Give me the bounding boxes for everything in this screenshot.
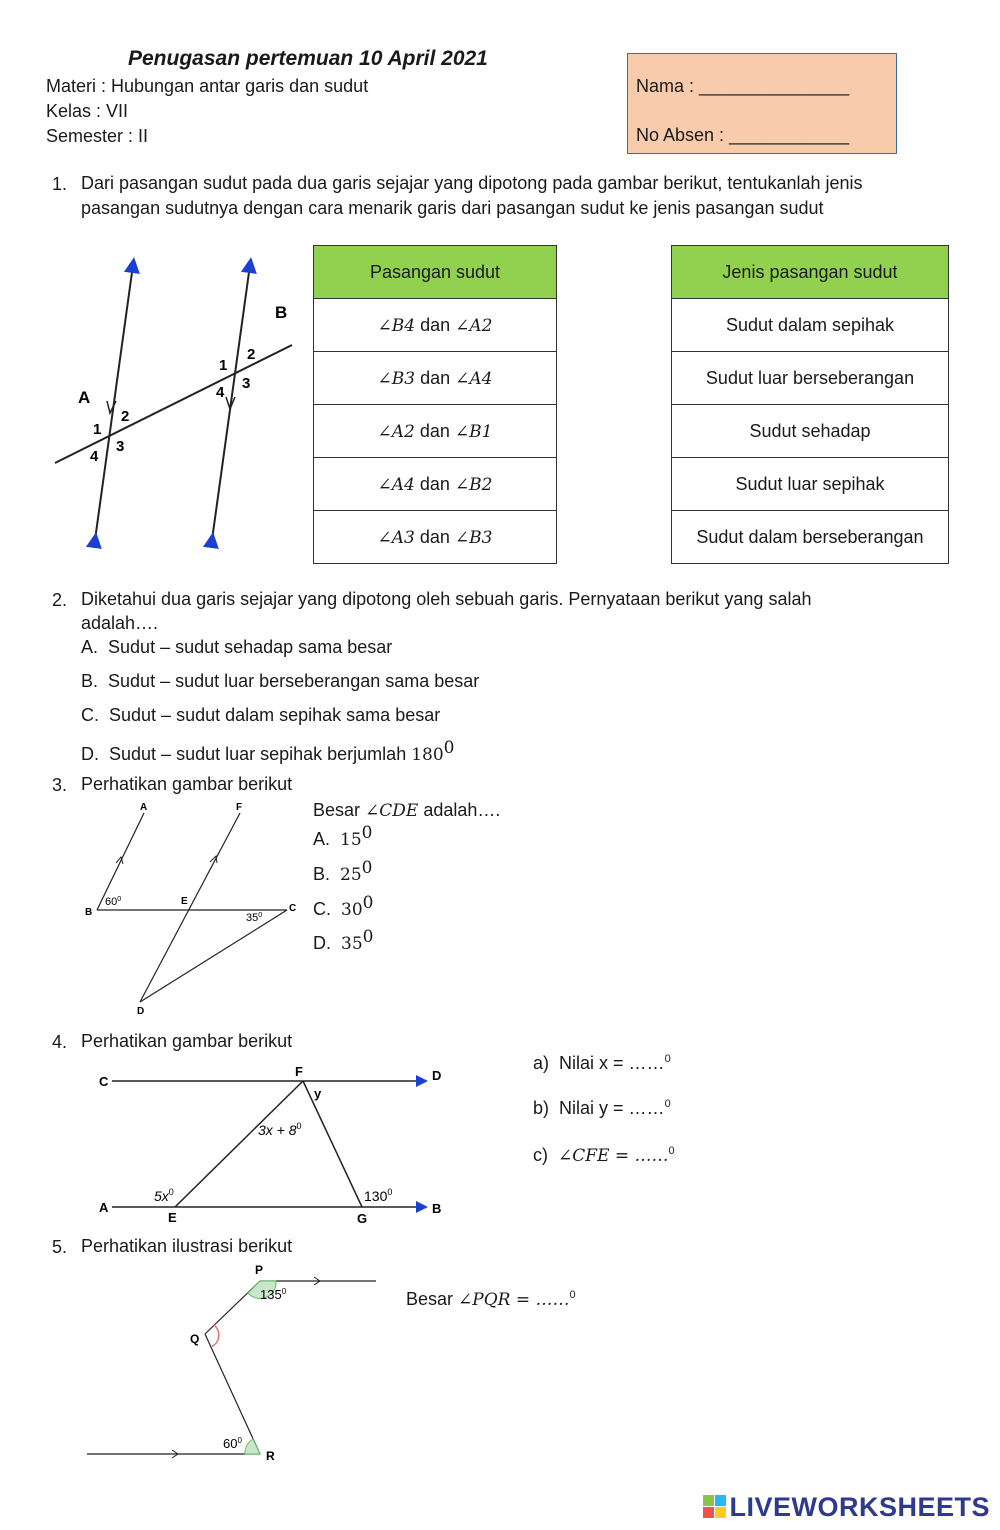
q1-label-a1: 1 bbox=[93, 421, 102, 438]
q5-prompt[interactable]: Besar ∠PQR = ……$^0$ bbox=[406, 1289, 576, 1310]
q1-arrow-mark-left bbox=[107, 401, 116, 413]
q4-label-F: F bbox=[295, 1064, 303, 1079]
q4-number: 4. bbox=[52, 1032, 68, 1052]
q1-label-b4: 4 bbox=[216, 384, 225, 401]
type-row[interactable]: Sudut dalam berseberangan bbox=[672, 511, 949, 564]
q1-label-a4: 4 bbox=[90, 448, 99, 465]
q4-label-G: G bbox=[357, 1211, 368, 1226]
q5-text: Perhatikan ilustrasi berikut bbox=[81, 1236, 293, 1256]
pair-row[interactable]: ∠B4 dan ∠A2 bbox=[314, 299, 557, 352]
q5-angle-arc-R bbox=[245, 1439, 260, 1454]
q2-option-a[interactable]: A. Sudut – sudut sehadap sama besar bbox=[81, 637, 393, 657]
q3-option-a[interactable]: A. $15^0$ bbox=[313, 823, 373, 850]
q4-figure bbox=[90, 1060, 450, 1230]
q1-label-A: A bbox=[78, 388, 91, 407]
q3-option-d[interactable]: D. $35^0$ bbox=[313, 927, 374, 954]
types-header: Jenis pasangan sudut bbox=[672, 246, 949, 299]
q5-angle-arc-Q bbox=[211, 1325, 219, 1347]
q2-text-line1: Diketahui dua garis sejajar yang dipotong oleh sebuah garis. Pernyataan berikut yang salah bbox=[81, 589, 812, 609]
type-row[interactable]: Sudut luar berseberangan bbox=[672, 352, 949, 405]
q1-label-b2: 2 bbox=[247, 346, 256, 363]
q3-option-b[interactable]: B. $25^0$ bbox=[313, 858, 373, 885]
q5-label-Q: Q bbox=[190, 1332, 200, 1346]
kelas-line: Kelas : VII bbox=[46, 101, 129, 121]
q1-number: 1. bbox=[52, 174, 68, 194]
q3-label-C: C bbox=[289, 903, 297, 914]
student-info-box bbox=[627, 53, 897, 154]
pair-row[interactable]: ∠B3 dan ∠A4 bbox=[314, 352, 557, 405]
q3-label-A: A bbox=[140, 802, 148, 813]
q4-line-FG bbox=[303, 1081, 362, 1207]
q5-number: 5. bbox=[52, 1237, 68, 1257]
q3-label-E: E bbox=[181, 896, 188, 907]
q2-option-d[interactable]: D. Sudut – sudut luar sepihak berjumlah $180^0$ bbox=[81, 738, 455, 765]
q4-label-C: C bbox=[99, 1074, 109, 1089]
q5-figure bbox=[80, 1260, 390, 1470]
nama-field[interactable]: Nama : _______________ bbox=[636, 76, 850, 96]
q4-item-b[interactable]: b) Nilai y = ……$^0$ bbox=[533, 1098, 671, 1118]
q5-label-P: P bbox=[255, 1263, 264, 1277]
q4-text: Perhatikan gambar berikut bbox=[81, 1031, 293, 1051]
pair-row[interactable]: ∠A2 dan ∠B1 bbox=[314, 405, 557, 458]
q3-prompt: Besar ∠CDE adalah…. bbox=[313, 800, 501, 821]
q3-label-D: D bbox=[137, 1006, 145, 1017]
q1-parallel-lines-figure bbox=[50, 255, 300, 555]
q5-angle-60: $60^0$ bbox=[223, 1436, 242, 1451]
type-row[interactable]: Sudut luar sepihak bbox=[672, 458, 949, 511]
q1-line-left bbox=[95, 265, 133, 540]
q3-label-F: F bbox=[236, 802, 243, 813]
pair-row[interactable]: ∠A4 dan ∠B2 bbox=[314, 458, 557, 511]
materi-line: Materi : Hubungan antar garis dan sudut bbox=[46, 76, 369, 96]
logo-text: LIVEWORKSHEETS bbox=[729, 1492, 990, 1522]
q1-label-a2: 2 bbox=[121, 408, 130, 425]
q3-angle-35: $35^0$ bbox=[246, 912, 263, 924]
q3-number: 3. bbox=[52, 775, 68, 795]
q4-label-A: A bbox=[99, 1200, 109, 1215]
absen-field[interactable]: No Absen : ____________ bbox=[636, 125, 850, 145]
logo-squares-icon bbox=[703, 1495, 727, 1519]
angle-types-table bbox=[671, 245, 949, 564]
q3-text: Perhatikan gambar berikut bbox=[81, 774, 293, 794]
q4-line-EF bbox=[175, 1081, 303, 1207]
q4-expr-top: $3x + 8^0$ bbox=[258, 1121, 302, 1138]
q2-text-line2: adalah…. bbox=[81, 613, 159, 633]
q1-label-b1: 1 bbox=[219, 357, 228, 374]
q4-label-D: D bbox=[432, 1068, 442, 1083]
q1-line-right bbox=[212, 265, 250, 540]
q3-label-B: B bbox=[85, 907, 93, 918]
q3-angle-60: $60^0$ bbox=[105, 896, 122, 908]
q1-transversal bbox=[55, 345, 292, 463]
semester-line: Semester : II bbox=[46, 126, 149, 146]
q4-angle-130: $130^0$ bbox=[364, 1187, 393, 1204]
q4-label-y: y bbox=[314, 1086, 322, 1101]
q4-item-a[interactable]: a) Nilai x = ……$^0$ bbox=[533, 1053, 671, 1073]
q2-option-c[interactable]: C. Sudut – sudut dalam sepihak sama besar bbox=[81, 705, 441, 725]
q3-line-FD bbox=[140, 813, 240, 1002]
q4-label-B: B bbox=[432, 1201, 442, 1216]
type-row[interactable]: Sudut dalam sepihak bbox=[672, 299, 949, 352]
q1-label-B: B bbox=[275, 303, 288, 322]
q4-label-E: E bbox=[168, 1210, 177, 1225]
page-title: Penugasan pertemuan 10 April 2021 bbox=[128, 47, 488, 70]
q1-text-line2: pasangan sudutnya dengan cara menarik garis dari pasangan sudut ke jenis pasangan sudut bbox=[81, 198, 824, 218]
q5-label-R: R bbox=[266, 1449, 275, 1463]
q2-option-b[interactable]: B. Sudut – sudut luar berseberangan sama besar bbox=[81, 671, 480, 691]
q3-figure bbox=[80, 797, 305, 1019]
pair-row[interactable]: ∠A3 dan ∠B3 bbox=[314, 511, 557, 564]
angle-pairs-table bbox=[313, 245, 557, 564]
q1-label-a3: 3 bbox=[116, 438, 125, 455]
q1-label-b3: 3 bbox=[242, 375, 251, 392]
q2-number: 2. bbox=[52, 590, 68, 610]
type-row[interactable]: Sudut sehadap bbox=[672, 405, 949, 458]
q4-item-c[interactable]: c) ∠CFE = ……$^0$ bbox=[533, 1145, 675, 1166]
liveworksheets-logo bbox=[703, 1492, 990, 1523]
q3-option-c[interactable]: C. $30^0$ bbox=[313, 893, 374, 920]
q4-expr-left: $5x^0$ bbox=[154, 1187, 174, 1204]
q5-angle-135: $135^0$ bbox=[260, 1287, 287, 1302]
q1-text-line1: Dari pasangan sudut pada dua garis sejajar yang dipotong pada gambar berikut, tentukanlah jenis bbox=[81, 173, 863, 193]
q3-line-CD bbox=[140, 910, 287, 1002]
pairs-header: Pasangan sudut bbox=[314, 246, 557, 299]
